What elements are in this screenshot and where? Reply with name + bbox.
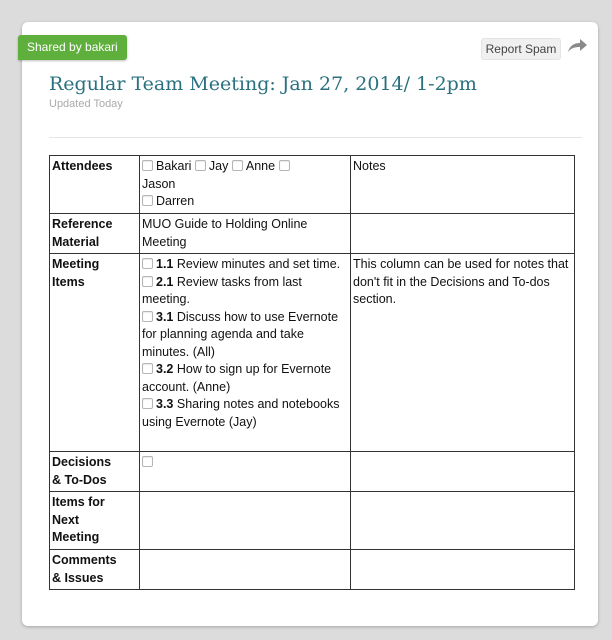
divider xyxy=(49,137,582,138)
reference-label xyxy=(50,214,140,254)
reference-notes-cell xyxy=(351,214,575,254)
attendee-name: Jason xyxy=(142,176,176,191)
item-text: Review tasks from last meeting. xyxy=(142,274,302,306)
decisions-notes-cell xyxy=(351,452,575,492)
item-number: 3.1 xyxy=(156,309,174,324)
checkbox[interactable] xyxy=(142,195,153,206)
notes-header-cell xyxy=(351,156,575,214)
report-spam-button[interactable]: Report Spam xyxy=(481,38,561,60)
item-number: 3.3 xyxy=(156,397,174,411)
share-arrow-icon[interactable] xyxy=(567,37,589,55)
item-number: 1.1 xyxy=(156,257,174,271)
reference-cell xyxy=(140,214,351,254)
comments-cell xyxy=(140,550,351,590)
checkbox[interactable] xyxy=(142,363,153,374)
checkbox[interactable] xyxy=(195,160,206,171)
next-items-label-text: Meeting xyxy=(52,530,100,544)
table-row xyxy=(50,156,575,214)
table-row xyxy=(50,214,575,254)
item-text: Sharing notes and notebooks using Evernote (Jay) xyxy=(142,397,340,429)
attendees-cell xyxy=(140,156,351,214)
checkbox[interactable] xyxy=(142,398,153,409)
item-number: 2.1 xyxy=(156,274,174,289)
decisions-cell[interactable] xyxy=(140,452,351,492)
checkbox[interactable] xyxy=(142,160,153,171)
reference-text: MUO Guide to Holding Online Meeting xyxy=(142,217,308,249)
attendees-label-text: Attendees xyxy=(52,159,113,173)
table-row xyxy=(50,254,575,452)
notes-header: Notes xyxy=(353,159,386,173)
item-text: Review minutes and set time. xyxy=(176,257,341,271)
meeting-items-cell xyxy=(140,254,351,452)
table-row xyxy=(50,452,575,492)
attendee-name: Bakari xyxy=(156,159,192,173)
comments-label xyxy=(50,550,140,590)
checkbox[interactable] xyxy=(279,160,290,171)
reference-label-text: Material xyxy=(52,234,100,249)
shared-by-badge: Shared by bakari xyxy=(18,35,127,60)
next-items-label-text: Items for xyxy=(52,495,105,509)
next-items-label-text: Next xyxy=(52,512,80,527)
next-items-label xyxy=(50,492,140,550)
checkbox[interactable] xyxy=(142,456,153,467)
meeting-items-notes: This column can be used for notes that don't fit in the Decisions and To-dos section. xyxy=(353,257,569,306)
item-number: 3.2 xyxy=(156,362,174,376)
checkbox[interactable] xyxy=(142,311,153,322)
comments-label-text: Comments xyxy=(52,553,117,567)
attendee-name: Anne xyxy=(245,159,276,173)
decisions-label-text: & To-Dos xyxy=(52,472,107,487)
checkbox[interactable] xyxy=(142,258,153,269)
meeting-items-label-text: Meeting xyxy=(52,257,100,271)
attendee-name: Jay xyxy=(208,159,229,173)
item-text: Discuss how to use Evernote for planning agenda and take minutes. (All) xyxy=(142,309,339,359)
meeting-items-label xyxy=(50,254,140,452)
next-items-cell xyxy=(140,492,351,550)
updated-timestamp: Updated Today xyxy=(49,98,123,110)
checkbox[interactable] xyxy=(142,276,153,287)
checkbox[interactable] xyxy=(232,160,243,171)
note-title: Regular Team Meeting: Jan 27, 2014/ 1-2pm xyxy=(49,73,477,95)
meeting-items-notes-cell xyxy=(351,254,575,452)
table-row xyxy=(50,550,575,590)
table-row xyxy=(50,492,575,550)
comments-notes-cell xyxy=(351,550,575,590)
decisions-label-text: Decisions xyxy=(52,455,112,469)
attendees-label xyxy=(50,156,140,214)
meeting-items-label-text: Items xyxy=(52,274,85,289)
next-items-notes-cell xyxy=(351,492,575,550)
comments-label-text: & Issues xyxy=(52,570,104,585)
item-text: How to sign up for Evernote account. (Anne) xyxy=(142,362,332,394)
decisions-label xyxy=(50,452,140,492)
meeting-table xyxy=(49,155,575,590)
reference-label-text: Reference xyxy=(52,217,113,231)
attendee-name: Darren xyxy=(156,194,195,208)
